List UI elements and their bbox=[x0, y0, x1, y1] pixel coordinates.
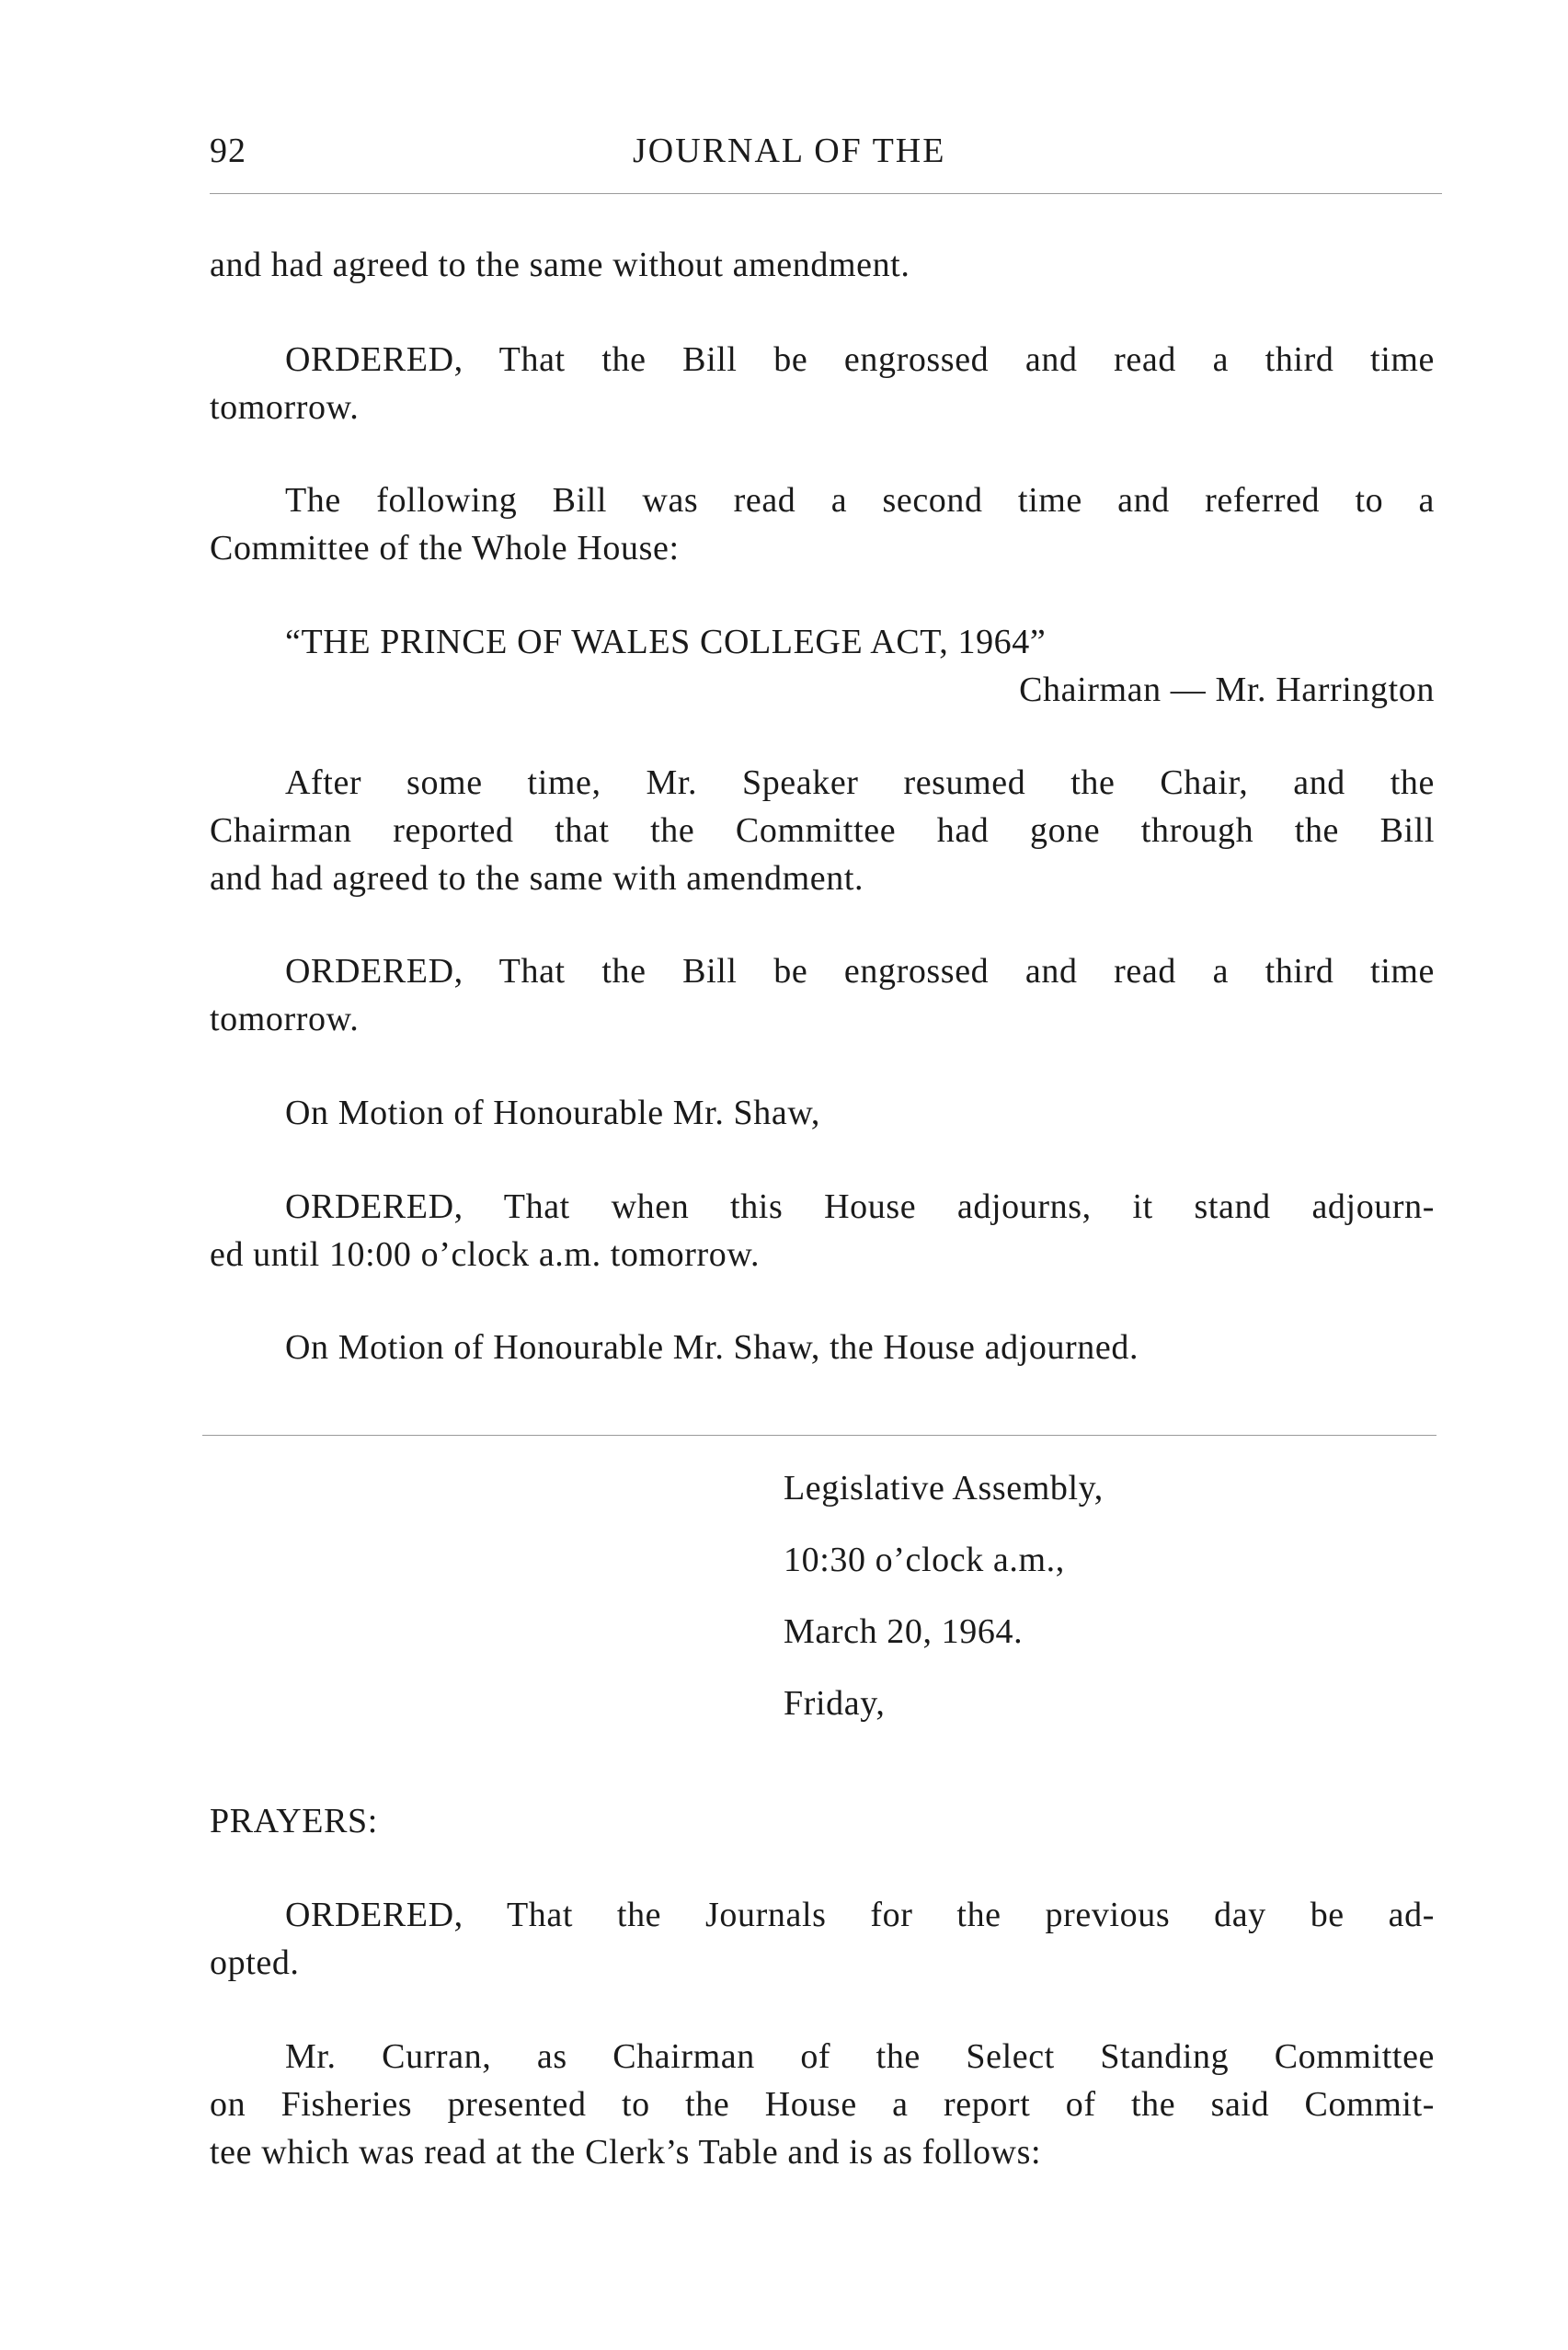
paragraph-line: ORDERED, That the Bill be engrossed and read a third time bbox=[285, 952, 1435, 991]
session-date: March 20, 1964. bbox=[784, 1612, 1024, 1651]
paragraph-line: on Fisheries presented to the House a report of the said Commit- bbox=[210, 2085, 1435, 2124]
paragraph-line: tee which was read at the Clerk’s Table and is as follows: bbox=[210, 2133, 1042, 2172]
page-header bbox=[210, 131, 1442, 186]
paragraph-line: ORDERED, That the Bill be engrossed and read a third time bbox=[285, 340, 1435, 379]
paragraph-line: On Motion of Honourable Mr. Shaw, the House adjourned. bbox=[285, 1328, 1139, 1367]
paragraph-line: On Motion of Honourable Mr. Shaw, bbox=[285, 1094, 821, 1132]
paragraph-line: tomorrow. bbox=[210, 388, 360, 427]
paragraph-line: ORDERED, That the Journals for the previous day be ad- bbox=[285, 1896, 1435, 1934]
session-assembly: Legislative Assembly, bbox=[784, 1469, 1104, 1507]
paragraph-line: The following Bill was read a second time and referred to a bbox=[285, 481, 1435, 520]
paragraph-line: and had agreed to the same with amendment. bbox=[210, 859, 864, 898]
paragraph-line: opted. bbox=[210, 1943, 300, 1982]
paragraph-line: tomorrow. bbox=[210, 1000, 360, 1038]
bill-title: “THE PRINCE OF WALES COLLEGE ACT, 1964” bbox=[285, 623, 1047, 661]
paragraph-line: and had agreed to the same without amendment. bbox=[210, 246, 910, 284]
paragraph-line: Committee of the Whole House: bbox=[210, 529, 680, 567]
header-rule bbox=[210, 193, 1442, 194]
paragraph-line: ed until 10:00 o’clock a.m. tomorrow. bbox=[210, 1235, 761, 1274]
prayers-heading: PRAYERS: bbox=[210, 1802, 378, 1840]
session-day: Friday, bbox=[784, 1684, 886, 1723]
bill-chairman: Chairman — Mr. Harrington bbox=[1019, 671, 1435, 709]
paragraph-line: ORDERED, That when this House adjourns, it stand adjourn- bbox=[285, 1187, 1435, 1226]
page-number: 92 bbox=[210, 132, 246, 170]
paragraph-line: Mr. Curran, as Chairman of the Select Standing Committee bbox=[285, 2037, 1435, 2076]
paragraph-line: After some time, Mr. Speaker resumed the Chair, and the bbox=[285, 763, 1435, 802]
session-time: 10:30 o’clock a.m., bbox=[784, 1541, 1065, 1579]
running-head: JOURNAL OF THE bbox=[633, 132, 946, 170]
paragraph-line: Chairman reported that the Committee had gone through the Bill bbox=[210, 811, 1435, 850]
section-rule bbox=[202, 1435, 1436, 1436]
